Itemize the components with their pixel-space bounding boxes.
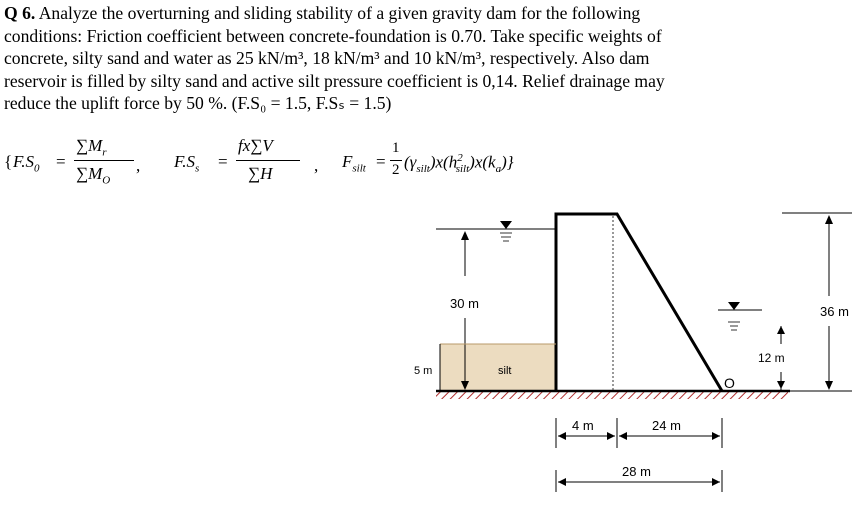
dim-36m-arrow-top [825,215,833,224]
equals-3: = [376,152,386,171]
dim-28m-arrow-left [558,478,566,486]
equals-1: = [56,152,66,171]
tailwater-depth-label: 12 m [758,351,785,365]
dim-12m-arrow-top [777,326,785,334]
dim-30m-arrow-top [461,231,469,240]
dim-4m-arrow-left [558,432,566,440]
comma-2: , [314,156,319,175]
open-brace: { [4,152,13,171]
comma-1: , [136,156,141,175]
sliding-numerator: fx∑V [238,136,273,155]
fso-label: $F.S_0$ [13,152,40,175]
dim-24m-arrow-left [619,432,627,440]
question-line-1: Analyze the overturning and sliding stability of a given gravity dam for the following [38,3,641,23]
slope-base-label: 24 m [652,418,681,433]
silt-expression: $(\gamma_{silt})x(h^2_{silt})x(k_a)$} [404,152,514,176]
dim-12m-arrow-bottom [777,381,785,389]
water-level-symbol-downstream [728,302,740,310]
question-line-4: reservoir is filled by silty sand and active silt pressure coefficient is 0,14. Relief drainage may [4,70,665,91]
fsilt-label: $F_{silt}$ [342,152,366,175]
silt-label: silt [498,365,512,377]
dim-28m-arrow-right [712,478,720,486]
dim-36m-arrow-bottom [825,381,833,390]
half-numerator: 1 [392,140,400,156]
question-line-2: conditions: Friction coefficient between concrete-foundation is 0.70. Take specific weights of [4,25,662,46]
dim-4m-arrow-right [607,432,615,440]
equals-2: = [218,152,228,171]
base-width-label: 28 m [622,464,651,479]
sliding-denominator: ∑H [248,164,273,183]
reservoir-depth-label: 30 m [450,296,479,311]
dam-outline [556,214,722,391]
water-level-symbol-upstream [500,221,512,229]
toe-point-label: O [724,375,735,391]
foundation-hatch [436,392,788,399]
question-line-5: reduce the uplift force by 50 %. (F.S₀ = 1.5, F.Sₛ = 1.5) [4,93,392,114]
overturning-denominator: $\sum M_O$ [76,164,111,187]
water-wave-upstream [500,233,512,241]
question-line-3: concrete, silty sand and water as 25 kN/m³, 18 kN/m³ and 10 kN/m³, respectively. Also dam [4,48,650,69]
dim-24m-arrow-right [712,432,720,440]
dam-height-label: 36 m [820,304,849,319]
question-label: Q 6. [4,3,36,23]
crest-width-label: 4 m [572,418,594,433]
half-denominator: 2 [392,162,400,178]
fss-label: $F.S_s$ [174,152,200,175]
water-wave-downstream [728,322,740,330]
overturning-numerator: $\sum M_r$ [76,136,107,159]
silt-depth-label: 5 m [414,365,433,377]
